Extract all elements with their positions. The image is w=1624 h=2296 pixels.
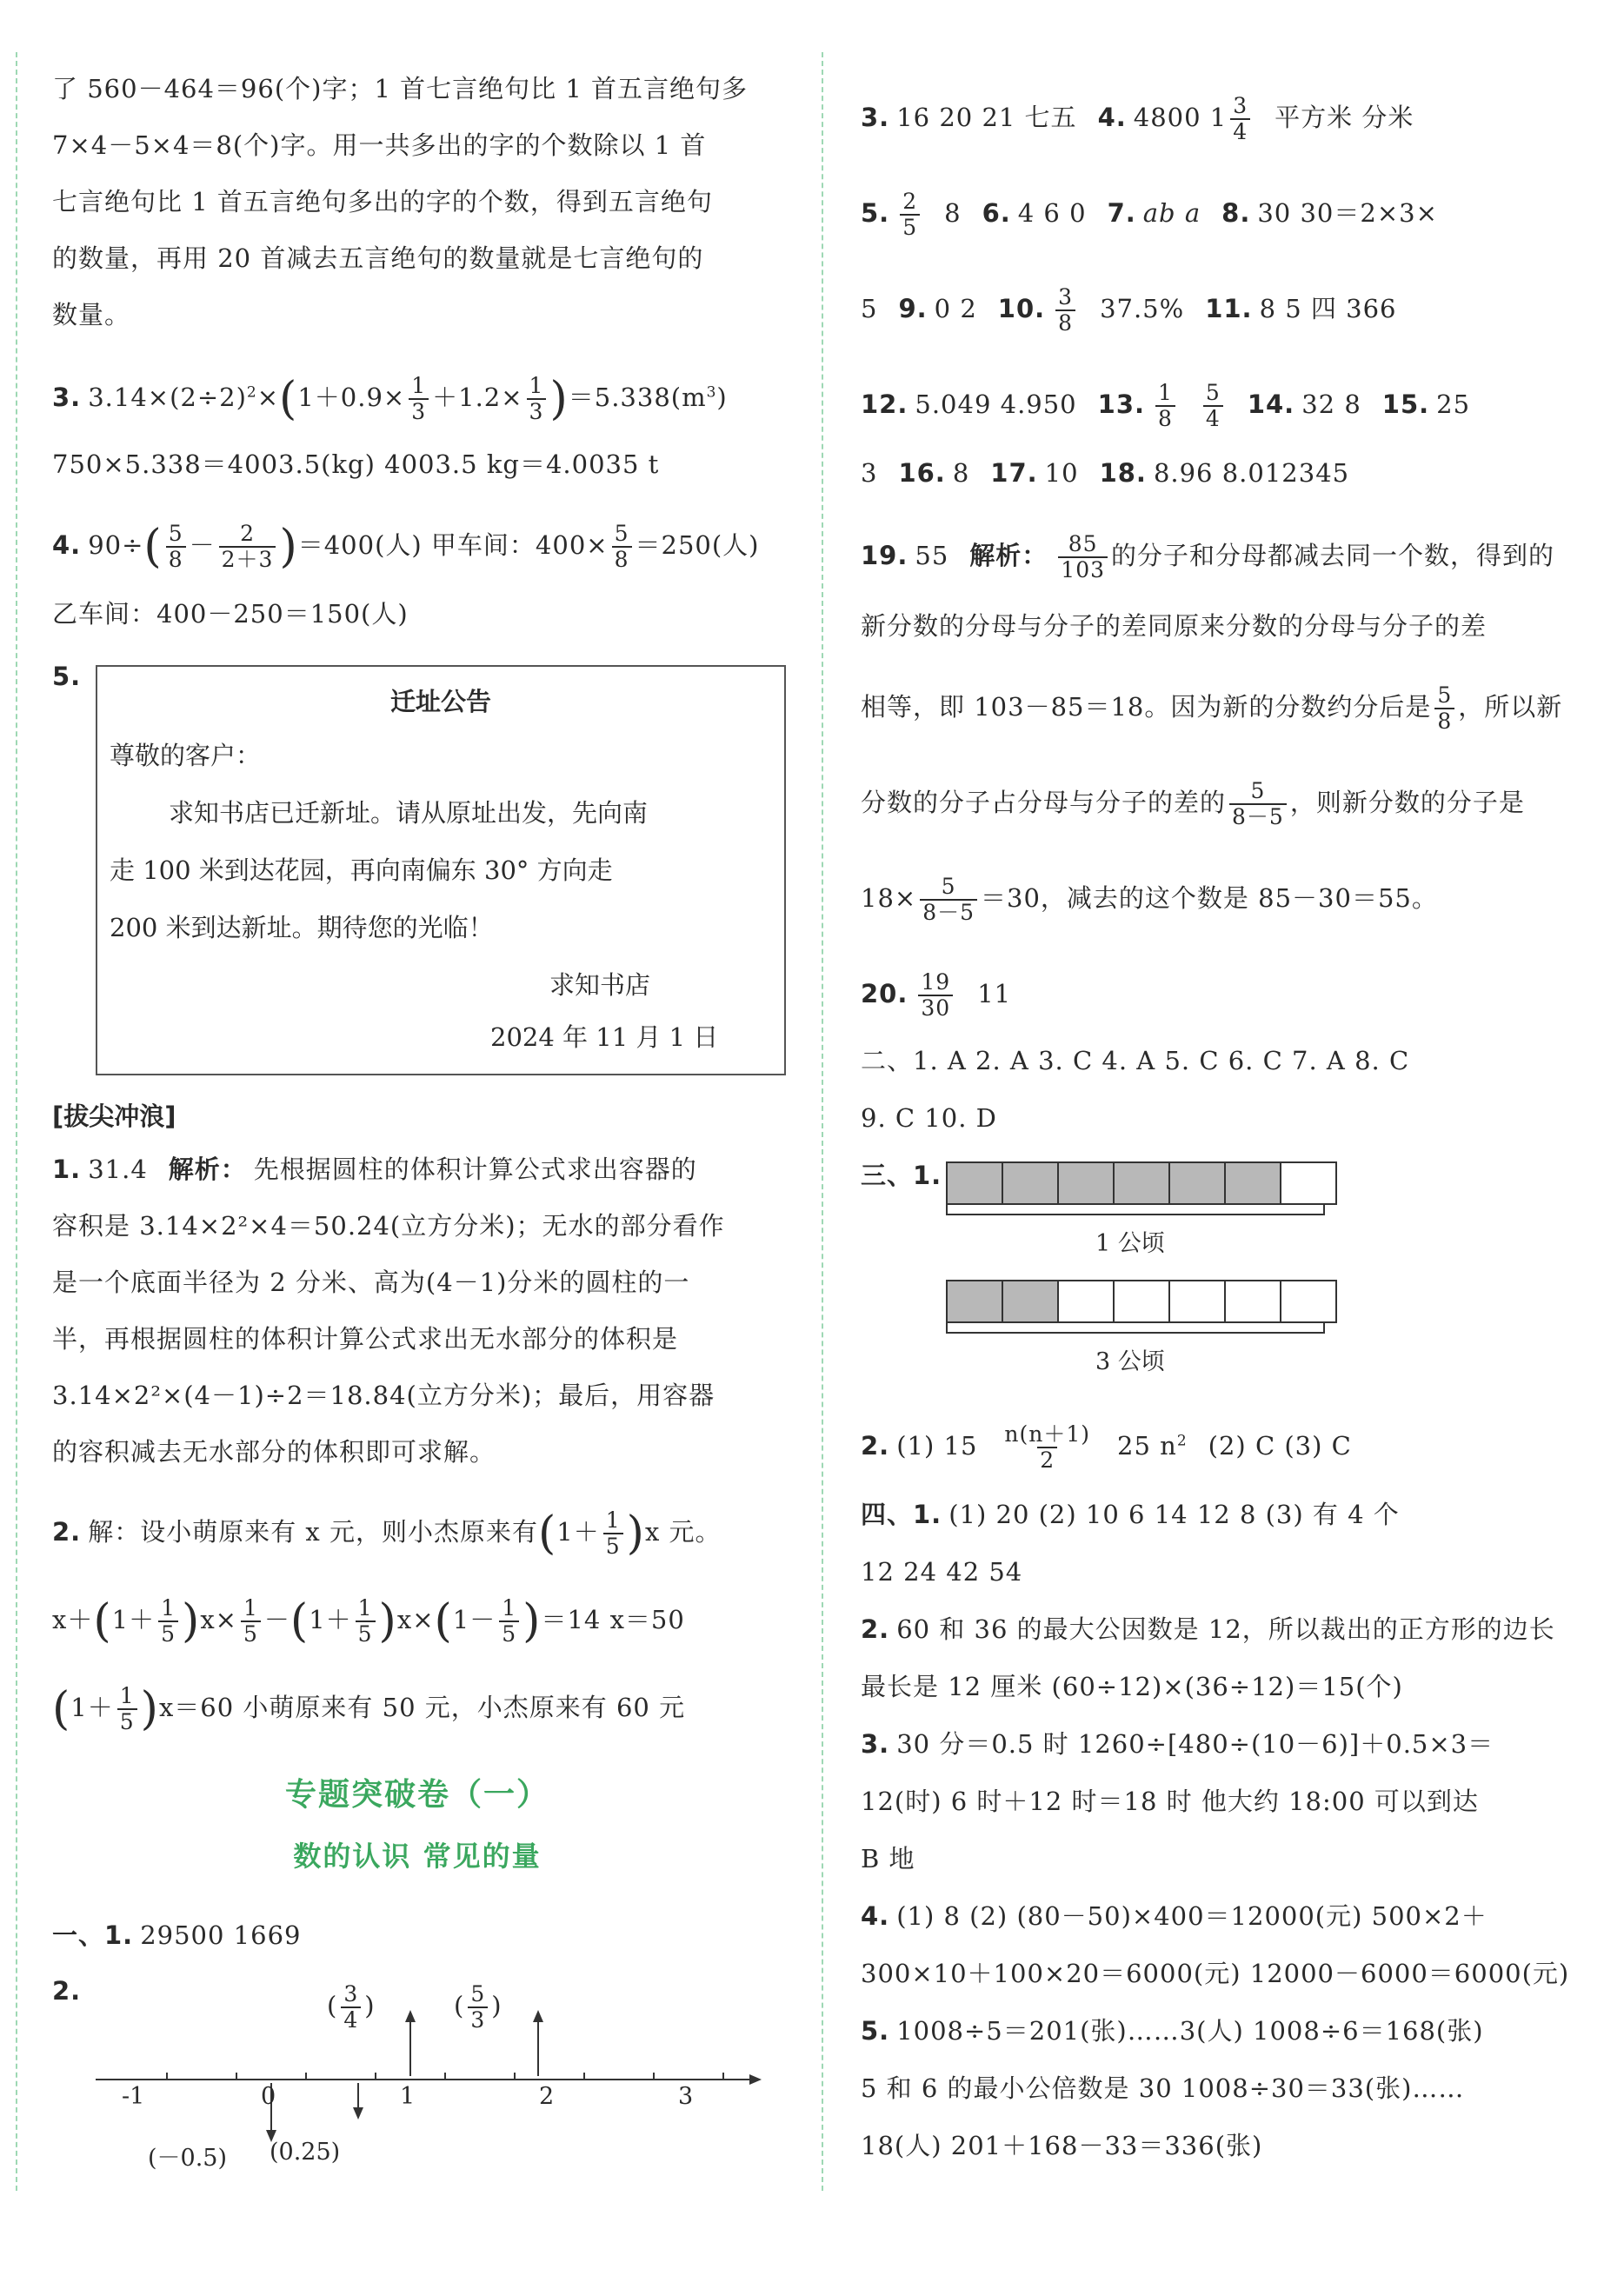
number-line-label-quarter: (0.25) — [270, 2139, 341, 2166]
text-line: 的数量，再用 20 首减去五言绝句的数量就是七言绝句的 — [52, 243, 704, 273]
section-title: 专题突破卷（一） — [284, 1777, 549, 1813]
axis-arrow-icon — [749, 2074, 762, 2085]
answer-19: 19. 55 解析： $\frac{85}{103}$ 的分子和分母都减去同一个数，得到的 — [861, 531, 1555, 582]
part4-q1: 四、1. (1) 20 (2) 10 6 14 12 8 (3) 有 4 个 — [861, 1500, 1400, 1529]
part4-q5: 5. 1008÷5＝201(张)……3(人) 1008÷6＝168(张) — [861, 2016, 1484, 2046]
part1-q1: 一、1. 29500 1669 — [52, 1920, 302, 1950]
bar-cell-empty — [1280, 1161, 1337, 1205]
number-line-label-neg-half: (－0.5) — [148, 2145, 228, 2172]
text-line: 的容积减去无水部分的体积即可求解。 — [52, 1437, 496, 1467]
answers-3-4: 3. 16 20 21 七五 4. 4800 1 $\frac{3}{4}$ 平方米 分米 — [861, 93, 1414, 144]
number-line-label-five-thirds: ( $\frac{5}{3}$ ) — [454, 1981, 503, 2033]
answers-5-8: 5. $\frac{2}{5}$ 8 6. 4 6 0 7. ab a 8. 30 30＝2×3× — [861, 189, 1438, 240]
text-line: 300×10＋100×20＝6000(元) 12000－6000＝6000(元) — [861, 1959, 1570, 1988]
hectare-bar-1 — [948, 1161, 1337, 1205]
answer-4-equation: 4. 90÷( $\frac{5}{8}$ － $\frac{2}{2+3}$ )＝400(人) 甲车间：400× $\frac{5}{8}$ ＝250(人) — [52, 521, 760, 573]
relocation-notice-box — [96, 665, 786, 1075]
tick-label: -1 — [122, 2083, 145, 2110]
notice-greeting: 尊敬的客户： — [110, 741, 262, 770]
notice-line: 求知书店已迁新址。请从原址出发，先向南 — [169, 798, 649, 828]
fraction: $\frac{2}{2+3}$ — [219, 522, 276, 572]
text-line: 12(时) 6 时＋12 时＝18 时 他大约 18:00 可以到达 — [861, 1787, 1479, 1816]
answer-4-line-2: 乙车间：400－250＝150(人) — [52, 599, 409, 629]
bar-cell-empty — [1113, 1280, 1170, 1323]
tick-label: 2 — [539, 2083, 555, 2110]
hectare-bar-2 — [948, 1280, 1337, 1323]
text-line: B 地 — [861, 1844, 915, 1873]
brace — [946, 1321, 1325, 1334]
bar-cell-empty — [1224, 1280, 1281, 1323]
bar-label: 1 公顷 — [1095, 1230, 1165, 1257]
text-line: 12 24 42 54 — [861, 1557, 1023, 1587]
text-line: 七言绝句比 1 首五言绝句多出的字的个数，得到五言绝句 — [52, 187, 713, 216]
text-line: 最长是 12 厘米 (60÷12)×(36÷12)＝15(个) — [861, 1672, 1403, 1701]
bar-cell-shaded — [946, 1161, 1003, 1205]
notice-line: 走 100 米到达花园，再向南偏东 30° 方向走 — [110, 855, 613, 885]
column-divider — [822, 52, 823, 2191]
text-line: 分数的分子占分母与分子的差的 $\frac{5}{8-5}$ ，则新分数的分子是 — [861, 778, 1525, 829]
part1-q2-number: 2. — [52, 1976, 82, 2006]
advanced-2-equation: x＋(1＋ $\frac{1}{5}$ )x× $\frac{1}{5}$ －(1＋ $\frac{1}{5}$ )x×(1－ $\frac{1}{5}$ )＝14 x＝50 — [52, 1595, 685, 1647]
bar-cell-empty — [1280, 1280, 1337, 1323]
text-line: 5 和 6 的最小公倍数是 30 1008÷30＝33(张)…… — [861, 2073, 1465, 2103]
answer-3-equation: 3. $3.14\times(2\div 2)^2\times(1+0.9\times$ $\frac{1}{3}$ ＋1.2× $\frac{1}{3}$ )$=5.338(m^3)$ — [52, 373, 728, 425]
part4-q2: 2. 60 和 36 的最大公因数是 12，所以裁出的正方形的边长 — [861, 1614, 1555, 1644]
bar-cell-shaded — [1224, 1161, 1281, 1205]
notice-date: 2024 年 11 月 1 日 — [490, 1022, 719, 1052]
bar-cell-shaded — [1002, 1280, 1059, 1323]
part2-answers: 二、1. A 2. A 3. C 4. A 5. C 6. C 7. A 8. C — [861, 1046, 1410, 1075]
bar-cell-shaded — [1002, 1161, 1059, 1205]
answers-12-15: 12. 5.049 4.950 13. $\frac{1}{8}$ $\frac{5}{4}$ 14. 32 8 15. 25 — [861, 380, 1471, 431]
fraction: $\frac{5}{8}$ — [612, 522, 632, 572]
notice-signature: 求知书店 — [549, 970, 651, 1000]
notice-line: 200 米到达新址。期待您的光临！ — [110, 913, 494, 942]
text-line: 7×4－5×4＝8(个)字。用一共多出的字的个数除以 1 首 — [52, 130, 707, 160]
tick-label: 3 — [678, 2083, 694, 2110]
answer-5-number: 5. — [52, 662, 82, 691]
text-line: 了 560－464＝96(个)字；1 首七言绝句比 1 首五言绝句多 — [52, 74, 749, 103]
answers-16-18: 3 16. 8 17. 10 18. 8.96 8.012345 — [861, 458, 1350, 488]
advanced-2: 2. 解：设小萌原来有 x 元，则小杰原来有(1＋ $\frac{1}{5}$ )x 元。 — [52, 1507, 722, 1560]
part4-q3: 3. 30 分＝0.5 时 1260÷[480÷(10－6)]＋0.5×3＝ — [861, 1729, 1494, 1759]
arrow-up-icon — [533, 2010, 543, 2022]
text-line: 容积是 3.14×2²×4＝50.24(立方分米)；无水的部分看作 — [52, 1211, 725, 1241]
text-line: 相等，即 103－85＝18。因为新的分数约分后是 $\frac{5}{8}$ ，所以新 — [861, 682, 1563, 734]
fraction: $\frac{1}{3}$ — [527, 374, 547, 424]
bar-cell-shaded — [1168, 1161, 1226, 1205]
part4-q4: 4. (1) 8 (2) (80－50)×400＝12000(元) 500×2＋ — [861, 1901, 1488, 1931]
answer-3-line-2: 750×5.338＝4003.5(kg) 4003.5 kg＝4.0035 t — [52, 449, 660, 479]
bar-cell-shaded — [1113, 1161, 1170, 1205]
advanced-1: 1. 31.4 解析： 先根据圆柱的体积计算公式求出容器的 — [52, 1155, 697, 1184]
arrow-down-icon — [353, 2107, 363, 2120]
part3-q1-number: 三、1. — [861, 1161, 942, 1190]
bar-cell-empty — [1168, 1280, 1226, 1323]
bar-cell-empty — [1057, 1280, 1115, 1323]
tick-label: 1 — [400, 2083, 416, 2110]
text-line: 是一个底面半径为 2 分米、高为(4－1)分米的圆柱的一 — [52, 1268, 690, 1297]
advanced-2-result: (1＋ $\frac{1}{5}$ )x＝60 小萌原来有 50 元，小杰原来有 60 元 — [52, 1683, 686, 1735]
bar-cell-shaded — [1057, 1161, 1115, 1205]
text-line: 18(人) 201＋168－33＝336(张) — [861, 2131, 1263, 2160]
text-line: 18× $\frac{5}{8-5}$ ＝30，减去的这个数是 85－30＝55。 — [861, 874, 1438, 925]
left-margin-rule — [16, 52, 17, 2191]
section-tag-advanced: [拔尖冲浪] — [52, 1101, 176, 1131]
text-line: 新分数的分母与分子的差同原来分数的分母与分子的差 — [861, 611, 1488, 641]
text-line: 数量。 — [52, 300, 131, 329]
arrow-up-icon — [405, 2010, 416, 2022]
text-line: 半，再根据圆柱的体积计算公式求出无水部分的体积是 — [52, 1324, 679, 1354]
fraction: $\frac{1}{3}$ — [409, 374, 429, 424]
brace — [946, 1203, 1325, 1215]
part3-q2: 2. (1) 15 $\frac{n(n+1)}{2}$ 25 $n^2$ (2) C (3) C — [861, 1421, 1352, 1473]
part2-answers: 9. C 10. D — [861, 1103, 997, 1133]
notice-title: 迁址公告 — [389, 687, 491, 716]
tick-label: 0 — [261, 2083, 276, 2110]
bar-cell-shaded — [946, 1280, 1003, 1323]
fraction: $\frac{5}{8}$ — [166, 522, 186, 572]
text-line: 3.14×2²×(4－1)÷2＝18.84(立方分米)；最后，用容器 — [52, 1381, 715, 1410]
answer-20: 20. $\frac{19}{30}$ 11 — [861, 969, 1012, 1021]
answers-9-11: 5 9. 0 2 10. $\frac{3}{8}$ 37.5% 11. 8 5 四 366 — [861, 284, 1397, 336]
bar-label: 3 公顷 — [1095, 1348, 1165, 1375]
section-subtitle: 数的认识 常见的量 — [293, 1840, 542, 1873]
number-line-label-three-quarters: ( $\frac{3}{4}$ ) — [327, 1981, 376, 2033]
fraction: $\frac{1}{5}$ — [603, 1508, 623, 1559]
